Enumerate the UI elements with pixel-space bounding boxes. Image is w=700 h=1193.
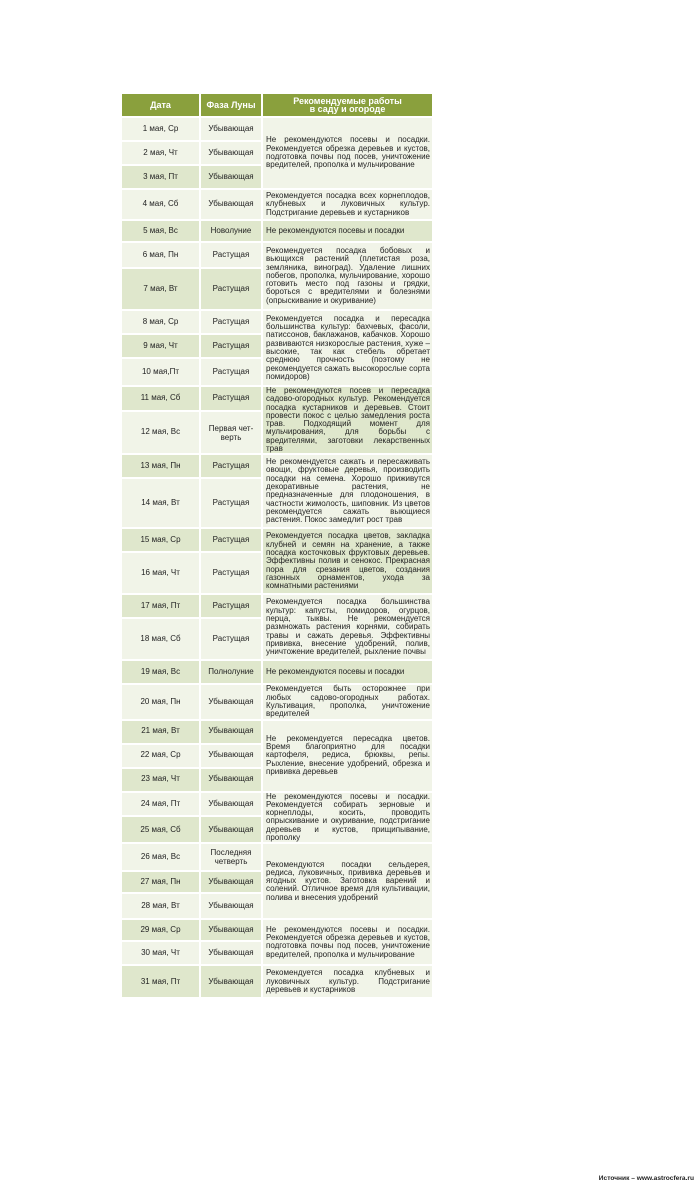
date-cell: 25 мая, Сб [122,816,200,843]
table-row [122,660,432,684]
phase-cell: Растущая [200,268,262,310]
phase-cell: Убывающая [200,189,262,220]
date-cell: 31 мая, Пт [122,965,200,997]
header-date: Дата [122,94,200,117]
date-cell: 23 мая, Чт [122,768,200,792]
phase-cell: Убывающая [200,871,262,893]
date-cell: 26 мая, Вс [122,843,200,871]
date-cell: 17 мая, Пт [122,594,200,618]
phase-cell: Убывающая [200,965,262,997]
recommendation-cell: Рекомендуется посадка всех корнеплодов, клубневых и луковичных культур. Подстригание деревьев и кустарников [262,189,432,220]
date-cell: 29 мая, Ср [122,919,200,941]
date-cell: 6 мая, Пн [122,242,200,268]
phase-cell: Растущая [200,454,262,478]
date-cell: 5 мая, Вс [122,220,200,242]
phase-cell: Убывающая [200,720,262,744]
date-cell: 2 мая, Чт [122,141,200,165]
date-cell: 4 мая, Сб [122,189,200,220]
recommendation-cell: Не рекомендуются посевы и посадки [262,660,432,684]
phase-cell: Растущая [200,594,262,618]
table-row [122,454,432,478]
recommendation-cell: Не рекомендуется сажать и пересаживать овощи, фруктовые деревья, производить посадки на семена. Хорошо приживутся декоративные растения, не предназначенные для плодоношения, в частности жимолость, шиповник. Из цветов рекомендуется сажать выющиеся растения. Покос замедлит рост трав [262,454,432,528]
recommendation-cell: Не рекомендуются посевы и посадки [262,220,432,242]
recommendation-cell: Не рекомендуется пересадка цветов. Время благоприятно для посадки картофеля, редиса, брюквы, репы. Рыхление, внесение удобрений, обрезка и прививка деревьев [262,720,432,792]
phase-cell: Убывающая [200,141,262,165]
recommendation-cell: Рекомендуется быть осторожнее при любых садово-огородных работах. Культивация, прополка, уничтожение вредителей [262,684,432,719]
source-credit: Источник – www.astrocfera.ru [598,1175,694,1182]
phase-cell: Растущая [200,310,262,334]
header-recommendation [262,94,432,117]
phase-cell: Растущая [200,242,262,268]
phase-cell: Новолуние [200,220,262,242]
date-cell: 1 мая, Ср [122,117,200,141]
recommendation-cell: Не рекомендуются посевы и посадки. Рекомендуется обрезка деревьев и кустов, подготовка почвы под посев, уничтожение вредителей, прополка и мульчирование [262,919,432,965]
date-cell: 11 мая, Сб [122,386,200,411]
phase-cell: Растущая [200,552,262,594]
phase-cell: Убывающая [200,792,262,817]
phase-cell: Убывающая [200,816,262,843]
date-cell: 19 мая, Вс [122,660,200,684]
recommendation-cell: Рекомендуется посадка клубневых и луковичных культур. Подстригание деревьев и кустарников [262,965,432,997]
table-row [122,965,432,997]
date-cell: 28 мая, Вт [122,893,200,919]
phase-cell: Убывающая [200,165,262,189]
table-row [122,310,432,334]
table-row [122,792,432,817]
date-cell: 7 мая, Вт [122,268,200,310]
table-row [122,720,432,744]
date-cell: 3 мая, Пт [122,165,200,189]
phase-cell: Растущая [200,358,262,386]
table-row [122,684,432,719]
header-recommendation-line2: в саду и огороде [309,104,386,114]
date-cell: 18 мая, Сб [122,618,200,660]
recommendation-cell: Рекомендуется посадка и пересадка большинства культур: бахчевых, фасоли, патиссонов, баклажанов, кабачков. Хорошо развиваются низкорослые растения, хуже – высокие, так как стебель обретает среднюю прочность (поэтому не рекомендуется сажать высокорослые сорта помидоров) [262,310,432,386]
phase-cell: Убывающая [200,941,262,965]
phase-cell: Последняя четверть [200,843,262,871]
recommendation-cell: Рекомендуются посадки сельдерея, редиса, луковичных, прививка деревьев и ягодных кустов. Заготовка варений и солений. Отличное время для культивации, полива и внесения удобрений [262,843,432,919]
date-cell: 15 мая, Ср [122,528,200,552]
lunar-calendar-table [122,94,432,997]
recommendation-cell: Рекомендуется посадка большинства культур: капусты, помидоров, огурцов, перца, тыквы. Не рекомендуется размножать растения корнями, собирать травы и сажать деревья. Эффективны прививка, внесение удобрений, полив, уничтожение вредителей, рыхление почвы [262,594,432,660]
phase-cell: Убывающая [200,744,262,768]
table-row [122,843,432,871]
phase-cell: Растущая [200,478,262,528]
phase-cell: Убывающая [200,684,262,719]
date-cell: 21 мая, Вт [122,720,200,744]
table-row [122,386,432,411]
phase-cell: Убывающая [200,117,262,141]
date-cell: 22 мая, Ср [122,744,200,768]
date-cell: 16 мая, Чт [122,552,200,594]
recommendation-cell: Не рекомендуются посевы и посадки. Рекомендуется собирать зерновые и корнеплоды, косить, проводить опрыскивание и окуривание, подстригание деревьев и кустов, прищипывание, прополку [262,792,432,844]
date-cell: 10 мая,Пт [122,358,200,386]
table-row [122,242,432,268]
phase-cell: Растущая [200,334,262,358]
table-row [122,919,432,941]
date-cell: 9 мая, Чт [122,334,200,358]
date-cell: 8 мая, Ср [122,310,200,334]
phase-cell: Убывающая [200,768,262,792]
recommendation-cell: Не рекомендуются посев и пересадка садово-огородных культур. Рекомендуется посадка кустарников и деревьев. Стоит провести покос с целью замедления роста трав. Подходящий момент для мульчирования, для борьбы с вредителями, заготовки лекарственных трав [262,386,432,454]
date-cell: 14 мая, Вт [122,478,200,528]
date-cell: 24 мая, Пт [122,792,200,817]
date-cell: 12 мая, Вс [122,411,200,455]
date-cell: 20 мая, Пн [122,684,200,719]
phase-cell: Полнолуние [200,660,262,684]
date-cell: 27 мая, Пн [122,871,200,893]
phase-cell: Растущая [200,528,262,552]
table-row [122,220,432,242]
table-header-row [122,94,432,117]
phase-cell: Убывающая [200,919,262,941]
phase-cell: Растущая [200,618,262,660]
table-row [122,528,432,552]
phase-cell: Убывающая [200,893,262,919]
recommendation-cell: Не рекомендуются посевы и посадки. Рекомендуется обрезка деревьев и кустов, подготовка почвы под посев, уничтожение вредителей, прополка и мульчирование [262,117,432,189]
recommendation-cell: Рекомендуется посадка бобовых и вьющихся растений (плетистая роза, земляника, виноград). Удаление лишних побегов, прополка, мульчирование, хорошо готовить место под газоны и грядки, бороться с вредителями и болезнями (опрыскивание и окуривание) [262,242,432,310]
phase-cell: Первая чет-верть [200,411,262,455]
date-cell: 30 мая, Чт [122,941,200,965]
table-row [122,594,432,618]
table-row [122,189,432,220]
header-recommendation-line1: Рекомендуемые работы [293,95,402,106]
table-row [122,117,432,141]
phase-cell: Растущая [200,386,262,411]
recommendation-cell: Рекомендуется посадка цветов, закладка клубней и семян на хранение, а также посадка косточковых фруктовых деревьев. Эффективны полив и сенокос. Прекрасная пора для срезания цветов, создания газонных орнаментов, ухода за комнатными растениями [262,528,432,594]
date-cell: 13 мая, Пн [122,454,200,478]
header-phase: Фаза Луны [200,94,262,117]
